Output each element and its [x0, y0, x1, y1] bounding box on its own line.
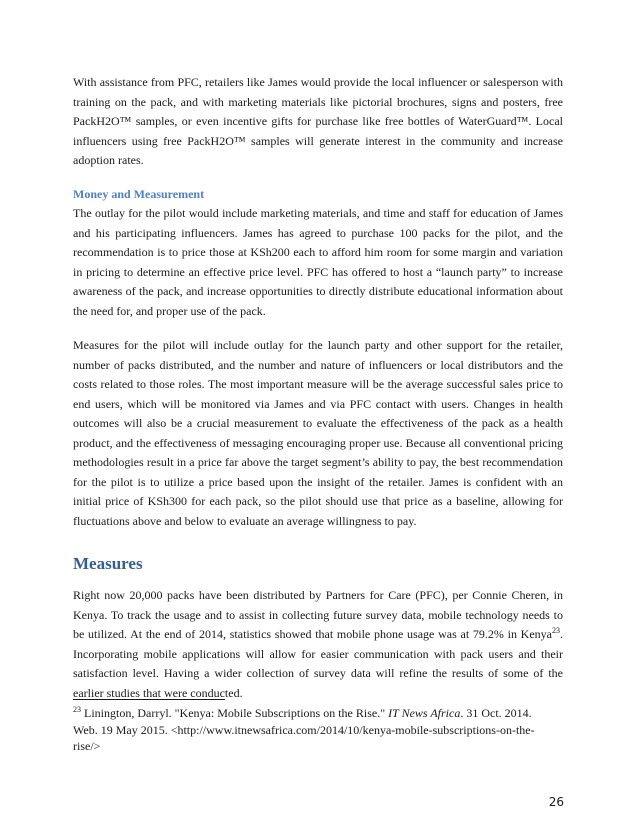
page-number: 26 [548, 795, 564, 809]
footnote-reference: 23 [552, 626, 560, 635]
paragraph-pilot-measures: Measures for the pilot will include outlay for the launch party and other support for the retailer, number of packs distributed, and the number and nature of influencers or local distributors and the costs related to those roles. The most important measure will be the average successful sales price to end users, which will be monitored via James and via PFC contact with users. Changes in health outcomes will also be a crucial measurement to evaluate the effectiveness of the pack as a health product, and the effectiveness of messaging encouraging proper use. Because all conventional pricing methodologies result in a price far above the target segment’s ability to pay, the best recommendation for the pilot is to utilize a price based upon the insight of the retailer. James is confident with an initial price of KSh300 for each pack, so the pilot should use that price as a baseline, allowing for fluctuations above and below to evaluate an average willingness to pay. [73, 338, 563, 528]
paragraph-mobile-technology [73, 586, 563, 703]
footnote [73, 705, 553, 755]
footnote-citation-end: . 31 Oct. 2014. Web. 19 May 2015. <http://www.itnewsafrica.com/2014/10/kenya-mobile-subscriptions-on-the-rise/> [73, 706, 535, 753]
footnote-citation-start: Linington, Darryl. "Kenya: Mobile Subscriptions on the Rise." [81, 706, 389, 720]
footnote-source-title: IT News Africa [388, 706, 461, 720]
footnote-number: 23 [73, 705, 81, 714]
paragraph-retailer-assistance: With assistance from PFC, retailers like James would provide the local influencer or salesperson with training on the pack, and with marketing materials like pictorial brochures, signs and posters, free PackH2O™ samples, or even incentive gifts for purchase like free bottles of WaterGuard™. Local influencers using free PackH2O™ samples will generate interest in the community and increase adoption rates. [73, 75, 563, 167]
subheading-money-and-measurement: Money and Measurement [73, 186, 205, 201]
section-heading-measures: Measures [73, 554, 143, 573]
paragraph-text-after-ref: . Incorporating mobile applications will allow for easier communication with pack users and their satisfaction level. Having a wider collection of survey data will refine the results of some of the earlier studies that were conducted. [73, 627, 563, 700]
paragraph-pilot-outlay: The outlay for the pilot would include marketing materials, and time and staff for education of James and his participating influencers. James has agreed to purchase 100 packs for the pilot, and the recommendation is to price those at KSh200 each to afford him room for some margin and variation in pricing to determine an effective price level. PFC has offered to host a “launch party” to increase awareness of the pack, and increase opportunities to directly distribute educational information about the need for, and proper use of the pack. [73, 206, 563, 318]
paragraph-text-before-ref: Right now 20,000 packs have been distributed by Partners for Care (PFC), per Connie Cheren, in Kenya. To track the usage and to assist in collecting future survey data, mobile technology needs to be utilized. At the end of 2014, statistics showed that mobile phone usage was at 79.2% in Kenya [73, 588, 563, 641]
footnote-separator [73, 699, 225, 700]
page-content [73, 73, 563, 703]
